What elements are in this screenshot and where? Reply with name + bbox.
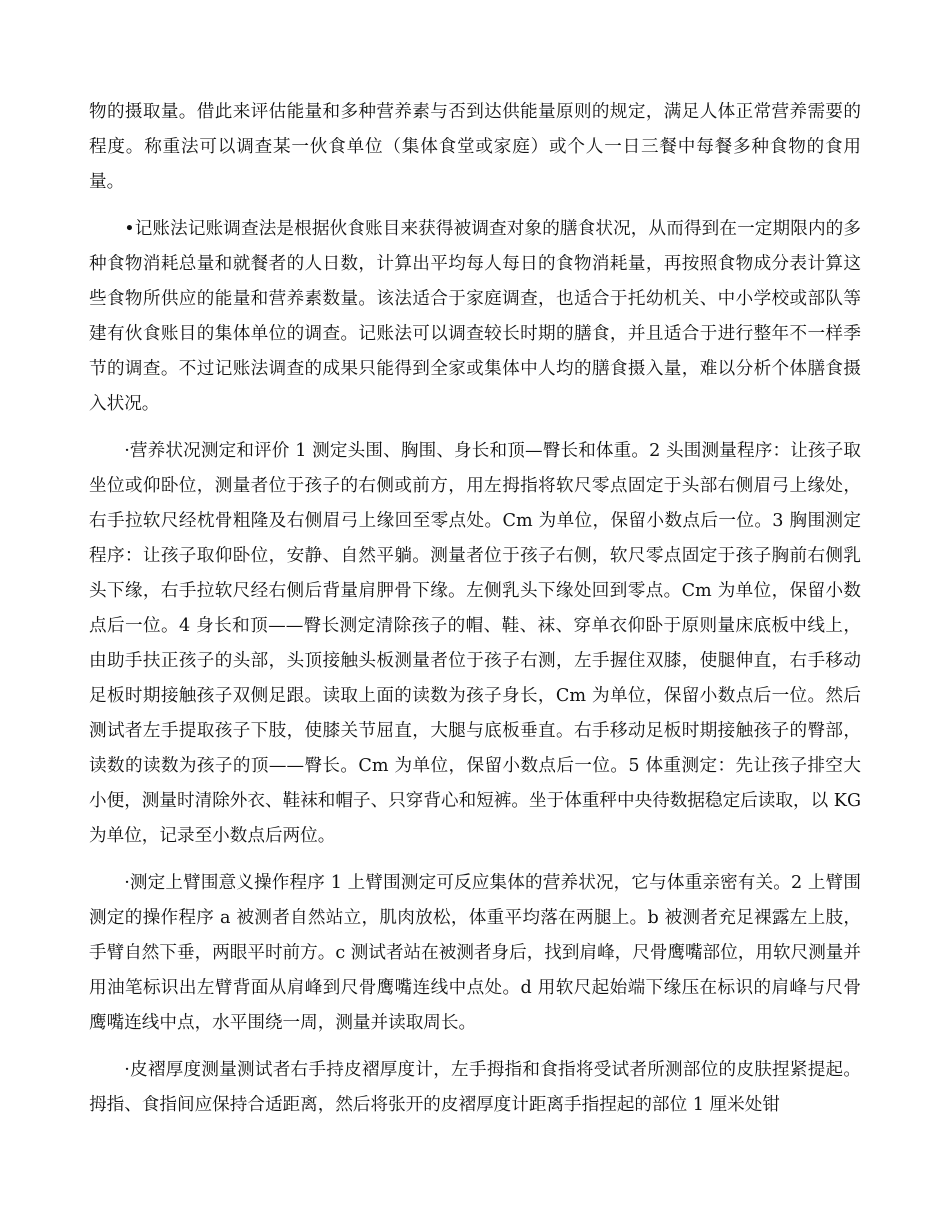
paragraph-nutrition-assessment: ·营养状况测定和评价 1 测定头围、胸围、身长和顶—臀长和体重。2 头围测量程序：让孩子取坐位或仰卧位，测量者位于孩子的右侧或前方，用左拇指将软尺零点固定于头部右侧眉弓上缘处，右手拉软尺经枕骨粗隆及右侧眉弓上缘回至零点处。Cm 为单位，保留小数点后一位。3 胸围测定程序：让孩子取仰卧位，安静、自然平躺。测量者位于孩子右侧，软尺零点固定于孩子胸前右侧乳头下缘，右手拉软尺经右侧后背量肩胛骨下缘。左侧乳头下缘处回到零点。Cm 为单位，保留小数点后一位。4 身长和顶——臀长测定清除孩子的帽、鞋、袜、穿单衣仰卧于原则量床底板中线上，由助手扶正孩子的头部，头顶接触头板测量者位于孩子右测，左手握住双膝，使腿伸直，右手移动足板时期接触孩子双侧足跟。读取上面的读数为孩子身长，Cm 为单位，保留小数点后一位。然后测试者左手提取孩子下肢，使膝关节屈直，大腿与底板垂直。右手移动足板时期接触孩子的臀部，读数的读数为孩子的顶——臀长。Cm 为单位，保留小数点后一位。5 体重测定：先让孩子排空大小便，测量时清除外衣、鞋袜和帽子、只穿背心和短裤。坐于体重秤中央待数据稳定后读取，以 KG 为单位，记录至小数点后两位。 — [89, 441, 861, 846]
paragraph-bookkeeping-method: •记账法记账调查法是根据伙食账目来获得被调查对象的膳食状况，从而得到在一定期限内的多种食物消耗总量和就餐者的人日数，计算出平均每人每日的食物消耗量，再按照食物成分表计算这些食物所供应的能量和营养素数量。该法适合于家庭调查，也适合于托幼机关、中小学校或部队等建有伙食账目的集体单位的调查。记账法可以调查较长时期的膳食，并且适合于进行整年不一样季节的调查。不过记账法调查的成果只能得到全家或集体中人均的膳食摄入量，难以分析个体膳食摄入状况。 — [89, 219, 861, 414]
paragraph-food-intake-continuation: 物的摄取量。借此来评估能量和多种营养素与否到达供能量原则的规定，满足人体正常营养需要的程度。称重法可以调查某一伙食单位（集体食堂或家庭）或个人一日三餐中每餐多种食物的食用量。 — [89, 102, 861, 192]
document-body — [89, 95, 861, 1135]
paragraph-skinfold-thickness: ·皮褶厚度测量测试者右手持皮褶厚度计，左手拇指和食指将受试者所测部位的皮肤捏紧提起。拇指、食指间应保持合适距离，然后将张开的皮褶厚度计距离手指捏起的部位 1 厘米处钳 — [89, 1060, 861, 1115]
paragraph-upper-arm-circumference: ·测定上臂围意义操作程序 1 上臂围测定可反应集体的营养状况，它与体重亲密有关。2 上臂围测定的操作程序 a 被测者自然站立，肌肉放松，体重平均落在两腿上。b 被测者充足裸露左上肢，手臂自然下垂，两眼平时前方。c 测试者站在被测者身后，找到肩峰，尺骨鹰嘴部位，用软尺测量并用油笔标识出左臂背面从肩峰到尺骨鹰嘴连线中点处。d 用软尺起始端下缘压在标识的肩峰与尺骨鹰嘴连线中点，水平围绕一周，测量并读取周长。 — [89, 873, 861, 1033]
